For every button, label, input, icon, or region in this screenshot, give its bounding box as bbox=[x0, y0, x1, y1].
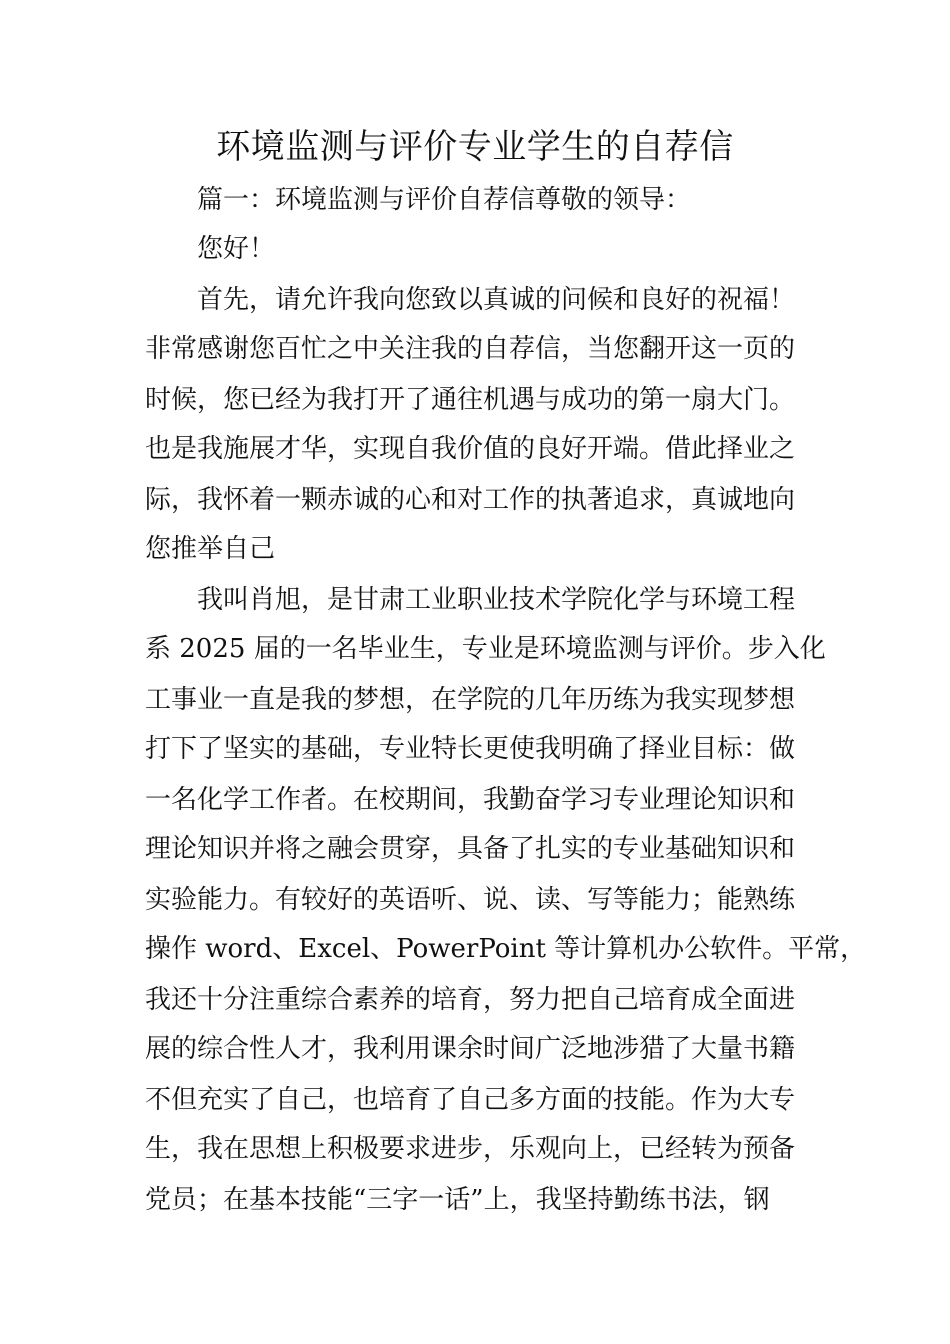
text-line: 实验能力。有较好的英语听、说、读、写等能力；能熟练 bbox=[145, 885, 796, 915]
text-line: 您好！ bbox=[197, 234, 276, 264]
text-line: 生，我在思想上积极要求进步，乐观向上，已经转为预备 bbox=[145, 1134, 796, 1164]
text-line: 非常感谢您百忙之中关注我的自荐信，当您翻开这一页的 bbox=[145, 334, 796, 364]
text-line: 系 2025 届的一名毕业生，专业是环境监测与评价。步入化 bbox=[145, 634, 826, 664]
text-line: 党员；在基本技能“三字一话”上，我坚持勤练书法，钢 bbox=[145, 1185, 770, 1215]
text-line: 操作 word、Excel、PowerPoint 等计算机办公软件。平常， bbox=[145, 934, 867, 964]
text-line: 我还十分注重综合素养的培育，努力把自己培育成全面进 bbox=[145, 985, 796, 1015]
text-line: 际，我怀着一颗赤诚的心和对工作的执著追求，真诚地向 bbox=[145, 485, 796, 515]
text-line: 篇一：环境监测与评价自荐信尊敬的领导： bbox=[197, 185, 692, 215]
text-line: 您推举自己 bbox=[145, 534, 276, 564]
text-line: 一名化学工作者。在校期间，我勤奋学习专业理论知识和 bbox=[145, 785, 796, 815]
text-line: 理论知识并将之融会贯穿，具备了扎实的专业基础知识和 bbox=[145, 834, 796, 864]
text-line: 首先，请允许我向您致以真诚的问候和良好的祝福！ bbox=[197, 285, 796, 315]
text-line: 也是我施展才华，实现自我价值的良好开端。借此择业之 bbox=[145, 434, 796, 464]
text-line: 时候，您已经为我打开了通往机遇与成功的第一扇大门。 bbox=[145, 385, 796, 415]
document-title: 环境监测与评价专业学生的自荐信 bbox=[216, 127, 734, 167]
text-line: 工事业一直是我的梦想，在学院的几年历练为我实现梦想 bbox=[145, 685, 796, 715]
text-line: 打下了坚实的基础，专业特长更使我明确了择业目标：做 bbox=[145, 734, 796, 764]
text-line: 我叫肖旭，是甘肃工业职业技术学院化学与环境工程 bbox=[197, 585, 796, 615]
text-line: 不但充实了自己，也培育了自己多方面的技能。作为大专 bbox=[145, 1085, 796, 1115]
text-line: 展的综合性人才，我利用课余时间广泛地涉猎了大量书籍 bbox=[145, 1034, 796, 1064]
